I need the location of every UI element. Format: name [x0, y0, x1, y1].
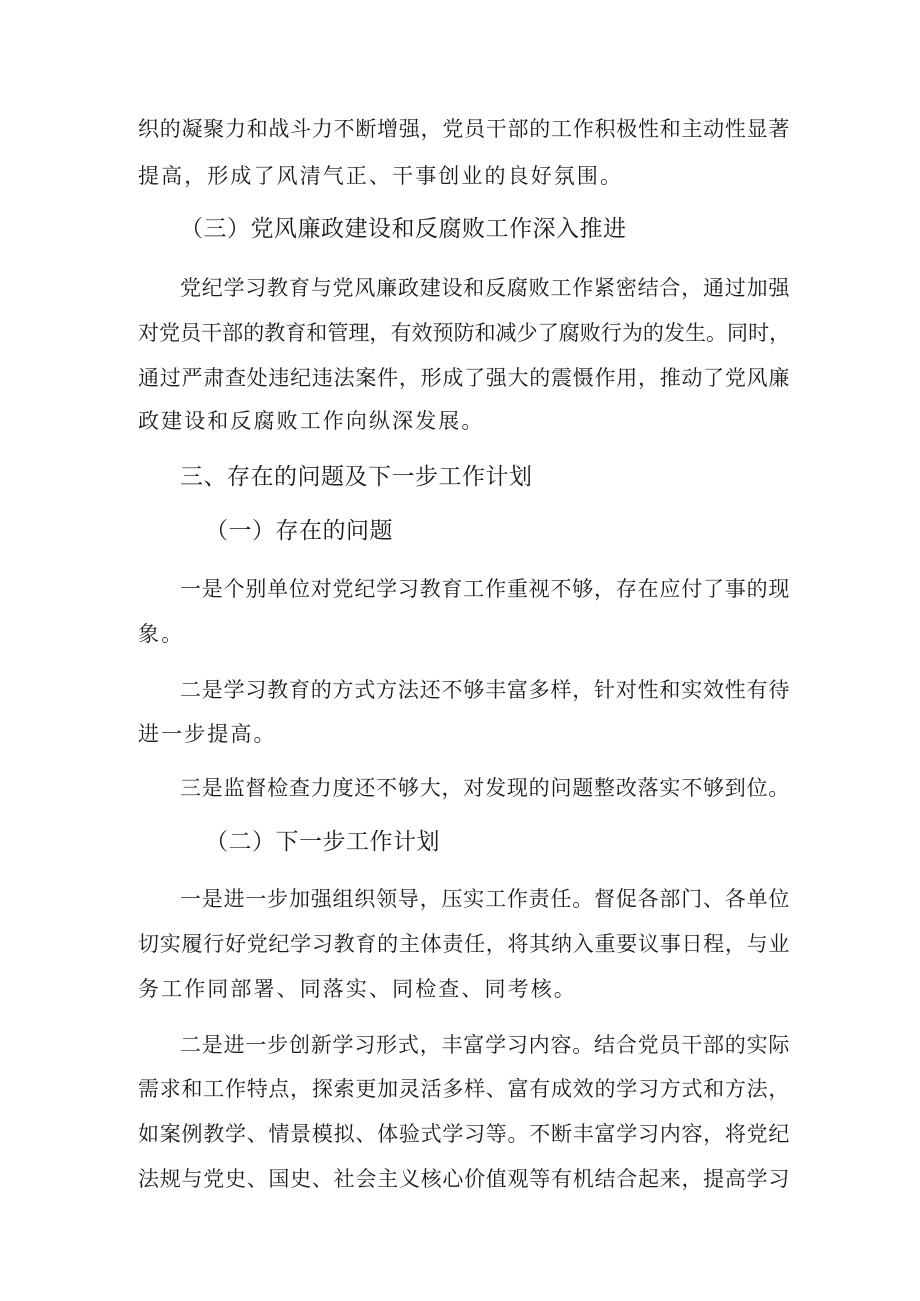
paragraph-plan-2-line-4: 法规与党史、国史、社会主义核心价值观等有机结合起来，提高学习 — [138, 1167, 790, 1191]
paragraph-problem-1-line-2: 象。 — [138, 622, 185, 646]
paragraph-sec3-3-line-2: 对党员干部的教育和管理，有效预防和减少了腐败行为的发生。同时， — [138, 321, 790, 345]
paragraph-plan-1-line-3: 务工作同部署、同落实、同检查、同考核。 — [138, 977, 577, 1001]
paragraph-plan-1-line-2: 切实履行好党纪学习教育的主体责任，将其纳入重要议事日程，与业 — [138, 932, 790, 956]
paragraph-intro-line-2: 提高，形成了风清气正、干事创业的良好氛围。 — [138, 164, 624, 188]
paragraph-problem-1-line-1: 一是个别单位对党纪学习教育工作重视不够，存在应付了事的现 — [180, 577, 790, 601]
paragraph-problem-3-line-1: 三是监督检查力度还不够大，对发现的问题整改落实不够到位。 — [180, 776, 790, 800]
paragraph-plan-2-line-1: 二是进一步创新学习形式，丰富学习内容。结合党员干部的实际 — [180, 1033, 790, 1057]
heading-part-3: 三、存在的问题及下一步工作计划 — [180, 464, 533, 490]
paragraph-plan-2-line-3: 如案例教学、情景模拟、体验式学习等。不断丰富学习内容，将党纪 — [138, 1122, 790, 1146]
paragraph-intro-line-1: 织的凝聚力和战斗力不断增强，党员干部的工作积极性和主动性显著 — [138, 117, 790, 141]
paragraph-sec3-3-line-4: 政建设和反腐败工作向纵深发展。 — [138, 409, 485, 433]
paragraph-plan-2-line-2: 需求和工作特点，探索更加灵活多样、富有成效的学习方式和方法， — [138, 1077, 790, 1101]
paragraph-problem-2-line-1: 二是学习教育的方式方法还不够丰富多样，针对性和实效性有待 — [180, 678, 790, 702]
paragraph-plan-1-line-1: 一是进一步加强组织领导，压实工作责任。督促各部门、各单位 — [180, 887, 790, 911]
paragraph-problem-2-line-2: 进一步提高。 — [138, 722, 277, 746]
paragraph-sec3-3-line-1: 党纪学习教育与党风廉政建设和反腐败工作紧密结合，通过加强 — [180, 276, 790, 300]
heading-plan: （二）下一步工作计划 — [205, 829, 440, 855]
heading-section-3-3: （三）党风廉政建设和反腐败工作深入推进 — [180, 216, 627, 242]
paragraph-sec3-3-line-3: 通过严肃查处违纪违法案件，形成了强大的震慑作用，推动了党风廉 — [138, 366, 790, 390]
heading-problems: （一）存在的问题 — [205, 518, 393, 544]
